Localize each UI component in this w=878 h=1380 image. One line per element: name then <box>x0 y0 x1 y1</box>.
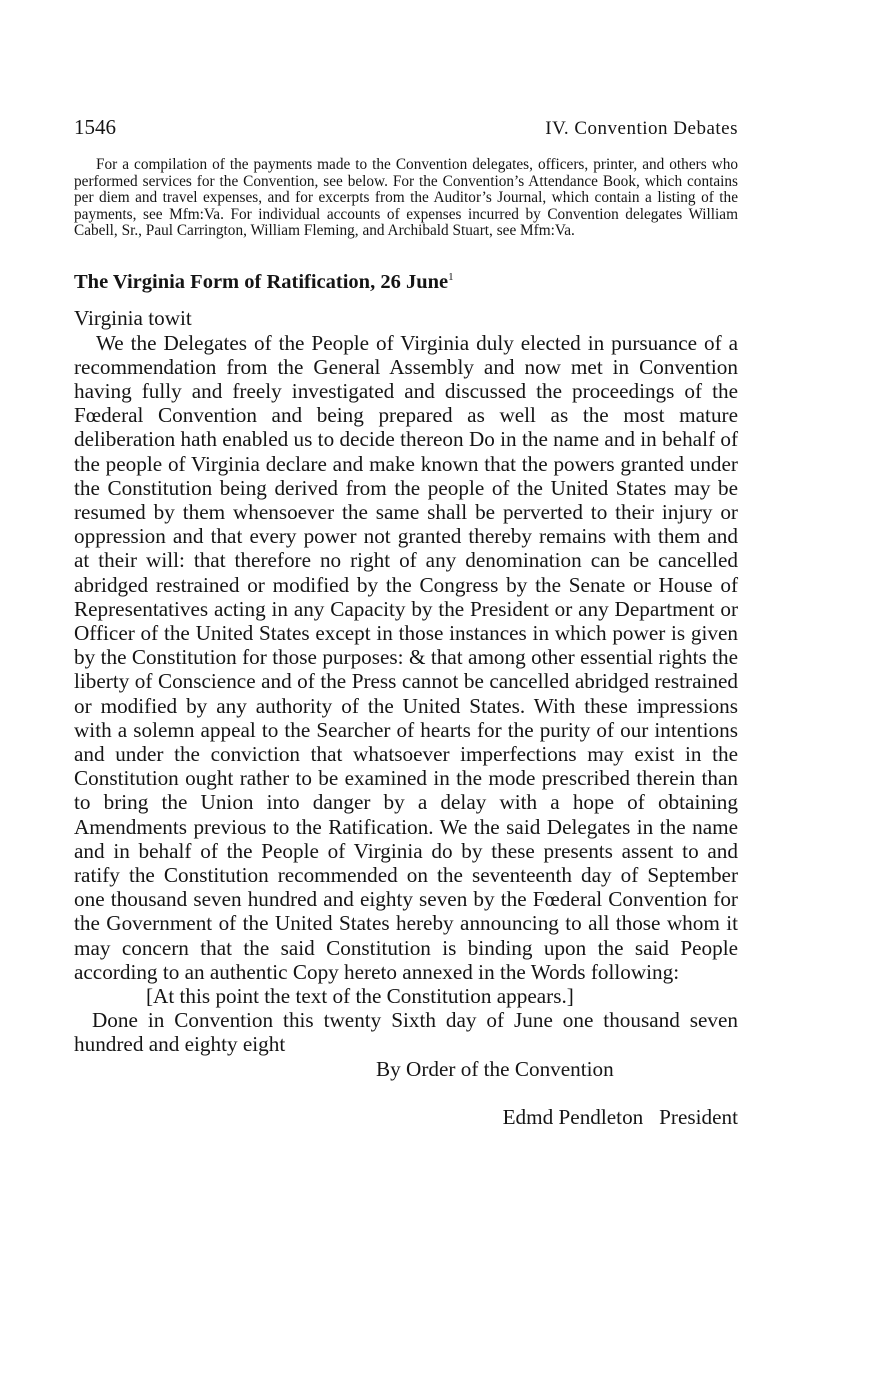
place-line: Virginia towit <box>74 306 192 331</box>
running-head <box>74 115 738 147</box>
document-heading-text: The Virginia Form of Ratification, 26 June <box>74 270 449 293</box>
ratification-body: We the Delegates of the People of Virginia duly elected in pursuance of a recommendation from the General Assembly and now met in Convention having fully and freely investigated and discussed the proceedings of the Fœderal Convention and being prepared as well as the most mature deliberation hath enabled us to decide thereon Do in the name and in behalf of the people of Virginia declare and make known that the powers granted under the Constitution being derived from the people of the United States may be resumed by them whensoever the same shall be perverted to their injury or oppression and that every power not granted thereby remains with them and at their will: that therefore no right of any denomination can be cancelled abridged restrained or modified by the Congress by the Senate or House of Representatives acting in any Capacity by the President or any Department or Officer of the United States except in those instances in which power is given by the Constitution for those purposes: & that among other essential rights the liberty of Conscience and of the Press cannot be cancelled abridged restrained or modified by any authority of the United States. With these impressions with a solemn appeal to the Searcher of hearts for the purity of our intentions and under the conviction that whatsoever imperfections may exist in the Constitution ought rather to be examined in the mode prescribed therein than to bring the Union into danger by a delay with a hope of obtaining Amendments previous to the Ratification. We the said Delegates in the name and in behalf of the People of Virginia do by these presents assent to and ratify the Constitution recommended on the seventeenth day of September one thousand seven hundred and eighty seven by the Fœderal Convention for the Government of the United States hereby announcing to all those whom it may concern that the said Constitution is binding upon the said People according to an authentic Copy hereto annexed in the Words following: <box>74 330 738 984</box>
attestation-line-1: By Order of the Convention <box>376 1056 614 1081</box>
footnote-marker: 1 <box>448 270 454 283</box>
attestation-line-2 <box>74 1081 738 1154</box>
attestation-signature: Edmd Pendleton President <box>502 1105 738 1130</box>
page-number: 1546 <box>74 115 116 139</box>
section-title: IV. Convention Debates <box>545 118 738 139</box>
closing-text: Done in Convention this twenty Sixth day of June one thousand seven hundred and eighty eight <box>74 1008 738 1057</box>
intro-note: For a compilation of the payments made to the Convention delegates, officers, printer, and others who performed services for the Convention, see below. For the Convention’s Attendance Book, which contains per diem and travel expenses, and for excerpts from the Auditor’s Journal, which contain a listing of the payments, see Mfm:Va. For individual accounts of expenses incurred by Convention delegates William Cabell, Sr., Paul Carrington, William Fleming, and Archibald Stuart, see Mfm:Va. <box>74 156 738 239</box>
document-heading <box>74 264 738 295</box>
document-page <box>74 115 738 1153</box>
editorial-note: [At this point the text of the Constitution appears.] <box>146 984 574 1009</box>
